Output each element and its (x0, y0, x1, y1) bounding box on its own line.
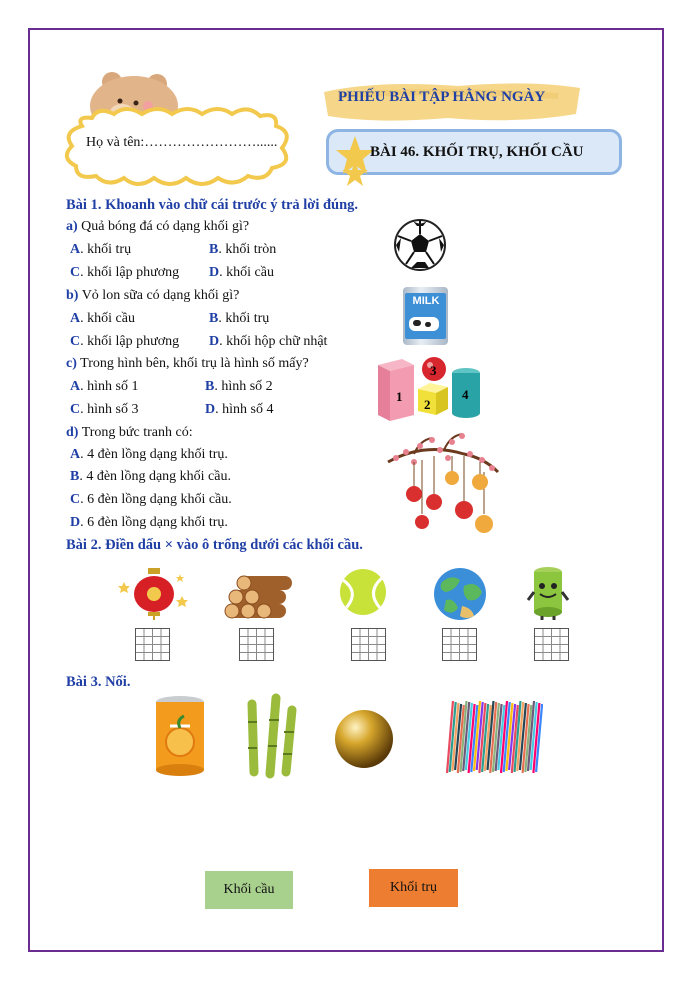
option-c-C[interactable]: C. hình số 3 (70, 402, 139, 417)
option-c-B[interactable]: B. hình số 2 (205, 379, 273, 394)
worksheet-title: PHIẾU BÀI TẬP HẰNG NGÀY (338, 89, 546, 105)
tennis-ball-icon (338, 566, 388, 618)
header-left-decoration (62, 68, 312, 196)
option-b-A[interactable]: A. khối cầu (70, 311, 135, 326)
juice-can-icon[interactable] (150, 694, 210, 778)
lanterns-picture (384, 432, 504, 544)
option-a-B[interactable]: B. khối tròn (209, 242, 277, 257)
option-b-D[interactable]: D. khối hộp chữ nhật (209, 334, 328, 349)
checkbox-tennis-ball[interactable] (351, 628, 386, 661)
exercise-1-heading: Bài 1. Khoanh vào chữ cái trước ý trả lời đúng. (66, 197, 359, 213)
option-a-A[interactable]: A. khối trụ (70, 242, 132, 257)
cylinder-target-box[interactable] (369, 869, 458, 907)
checkbox-globe[interactable] (442, 628, 477, 661)
sugarcane-icon[interactable] (242, 692, 300, 780)
question-c: c) Trong hình bên, khối trụ là hình số mấy? (66, 356, 309, 371)
sphere-target-label: Khối cầu (223, 882, 275, 897)
shape-number-2: 2 (424, 397, 431, 412)
cylinder-character-icon (526, 564, 570, 620)
globe-icon (432, 566, 488, 622)
wood-logs-icon (222, 568, 298, 620)
sphere-target-box[interactable] (205, 871, 293, 909)
exercise-2-heading: Bài 2. Điền dấu × vào ô trống dưới các khối cầu. (66, 537, 363, 553)
milk-can-icon (403, 287, 448, 345)
red-lantern-icon (118, 566, 190, 620)
option-d-B[interactable]: B. 4 đèn lồng dạng khối cầu. (70, 469, 231, 484)
colored-straws-icon[interactable] (443, 697, 543, 777)
question-b: b) Vỏ lon sữa có dạng khối gì? (66, 288, 240, 303)
option-c-A[interactable]: A. hình số 1 (70, 379, 139, 394)
option-b-C[interactable]: C. khối lập phương (70, 334, 180, 349)
question-d: d) Trong bức tranh có: (66, 425, 193, 440)
milk-label: MILK (412, 295, 440, 307)
option-d-C[interactable]: C. 6 đèn lồng dạng khối cầu. (70, 492, 232, 507)
question-a: a) Quả bóng đá có dạng khối gì? (66, 219, 250, 234)
option-d-A[interactable]: A. 4 đèn lồng dạng khối trụ. (70, 447, 228, 462)
shape-number-3: 3 (430, 363, 437, 378)
checkbox-wood-logs[interactable] (239, 628, 274, 661)
checkbox-lantern[interactable] (135, 628, 170, 661)
lesson-title: BÀI 46. KHỐI TRỤ, KHỐI CẦU (370, 144, 584, 160)
exercise-3-heading: Bài 3. Nối. (66, 674, 131, 690)
checkbox-cylinder-character[interactable] (534, 628, 569, 661)
option-a-D[interactable]: D. khối cầu (209, 265, 274, 280)
option-c-D[interactable]: D. hình số 4 (205, 402, 274, 417)
shape-number-1: 1 (396, 389, 403, 404)
star-icon (334, 134, 376, 190)
option-d-D[interactable]: D. 6 đèn lồng dạng khối trụ. (70, 515, 228, 530)
option-b-B[interactable]: B. khối trụ (209, 311, 270, 326)
gold-ball-icon[interactable] (333, 708, 395, 770)
name-field[interactable]: Họ và tên:……………………...... (86, 135, 278, 150)
shape-number-4: 4 (462, 387, 469, 402)
option-a-C[interactable]: C. khối lập phương (70, 265, 180, 280)
soccer-ball-icon (393, 218, 447, 272)
cylinder-target-label: Khối trụ (389, 880, 438, 895)
shapes-figure (372, 355, 484, 423)
